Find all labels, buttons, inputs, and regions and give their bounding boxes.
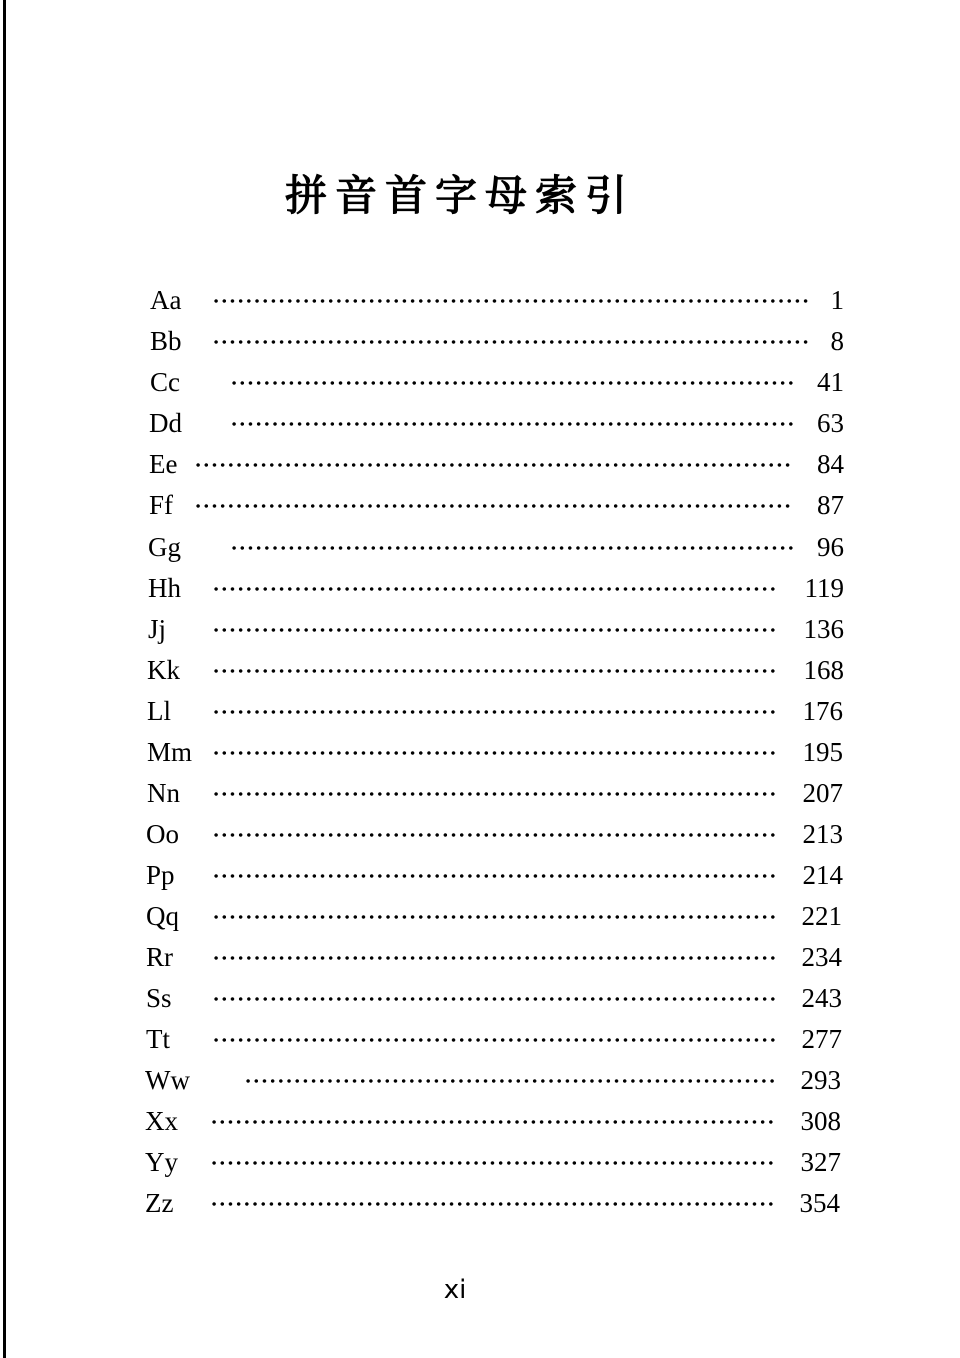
index-row-k [147, 650, 844, 690]
index-letter: Tt [146, 1024, 170, 1054]
index-page-number: 8 [830, 326, 844, 356]
index-page-number: 213 [802, 819, 843, 849]
index-page-number: 1 [830, 285, 844, 315]
index-letter: Pp [146, 860, 175, 890]
index-page-number: 293 [800, 1065, 841, 1095]
index-row-g [148, 527, 844, 567]
index-letter: Aa [150, 285, 182, 315]
page-title: 拼音首字母索引 [284, 171, 635, 220]
index-letter: Dd [149, 408, 182, 438]
index-row-e [149, 444, 844, 484]
dot-leader [194, 504, 794, 508]
index-row-q [146, 896, 842, 936]
index-letter: Xx [145, 1106, 178, 1136]
index-row-y [145, 1142, 841, 1182]
dot-leader [212, 915, 778, 919]
dot-leader [230, 422, 794, 426]
dot-leader [194, 463, 794, 467]
index-page-number: 214 [802, 860, 843, 890]
index-page-number: 84 [817, 449, 844, 479]
index-page-number: 308 [800, 1106, 841, 1136]
index-page-number: 243 [801, 983, 842, 1013]
index-row-j [148, 609, 844, 649]
index-row-p [146, 855, 843, 895]
dot-leader [212, 833, 778, 837]
index-page-number: 277 [801, 1024, 842, 1054]
dot-leader [210, 1120, 776, 1124]
index-letter: Bb [150, 326, 182, 356]
index-page-number: 136 [803, 614, 844, 644]
dot-leader [212, 340, 812, 344]
index-row-l [147, 691, 843, 731]
dot-leader [212, 628, 778, 632]
index-row-c [150, 362, 844, 402]
index-row-s [146, 978, 842, 1018]
dot-leader [212, 710, 778, 714]
index-row-h [148, 568, 844, 608]
index-letter: Ff [149, 490, 174, 520]
index-row-x [145, 1101, 841, 1141]
dot-leader [230, 546, 794, 550]
dot-leader [244, 1079, 776, 1083]
index-letter: Gg [148, 532, 181, 562]
dot-leader [212, 299, 812, 303]
index-row-o [146, 814, 843, 854]
dot-leader [212, 874, 778, 878]
index-page-number: 176 [802, 696, 843, 726]
dot-leader [230, 381, 794, 385]
index-page-number: 96 [817, 532, 844, 562]
index-letter: Ll [147, 696, 171, 726]
index-row-z [145, 1183, 840, 1223]
index-row-a [150, 280, 844, 320]
index-letter: Ww [145, 1065, 190, 1095]
index-page-number: 327 [800, 1147, 841, 1177]
index-page-number: 119 [804, 573, 844, 603]
index-letter: Zz [145, 1188, 174, 1218]
dot-leader [212, 956, 778, 960]
dot-leader [210, 1161, 776, 1165]
index-letter: Qq [146, 901, 179, 931]
index-page-number: 207 [802, 778, 843, 808]
index-page-number: 221 [801, 901, 842, 931]
index-letter: Nn [147, 778, 180, 808]
page-number: xi [443, 1275, 467, 1305]
dot-leader [212, 997, 778, 1001]
index-letter: Oo [146, 819, 179, 849]
index-page-number: 168 [803, 655, 844, 685]
index-page-number: 87 [817, 490, 844, 520]
index-page-number: 41 [817, 367, 844, 397]
dot-leader [212, 669, 778, 673]
dot-leader [212, 587, 778, 591]
index-row-r [146, 937, 842, 977]
index-letter: Jj [148, 614, 167, 644]
index-letter: Hh [148, 573, 181, 603]
index-row-n [147, 773, 843, 813]
index-letter: Yy [145, 1147, 178, 1177]
index-letter: Kk [147, 655, 180, 685]
index-row-t [146, 1019, 842, 1059]
index-row-f [149, 485, 844, 525]
dot-leader [210, 1202, 776, 1206]
index-row-w [145, 1060, 841, 1100]
index-page-number: 195 [802, 737, 843, 767]
dot-leader [212, 751, 778, 755]
index-row-m [147, 732, 843, 772]
dot-leader [212, 1038, 778, 1042]
index-page-number: 63 [817, 408, 844, 438]
page-left-edge [3, 0, 6, 1358]
index-letter: Ss [146, 983, 172, 1013]
index-letter: Mm [147, 737, 193, 767]
index-row-b [150, 321, 844, 361]
index-letter: Cc [150, 367, 180, 397]
index-letter: Rr [146, 942, 173, 972]
index-row-d [149, 403, 844, 443]
dot-leader [212, 792, 778, 796]
index-page-number: 354 [799, 1188, 840, 1218]
index-letter: Ee [149, 449, 178, 479]
index-page-number: 234 [801, 942, 842, 972]
